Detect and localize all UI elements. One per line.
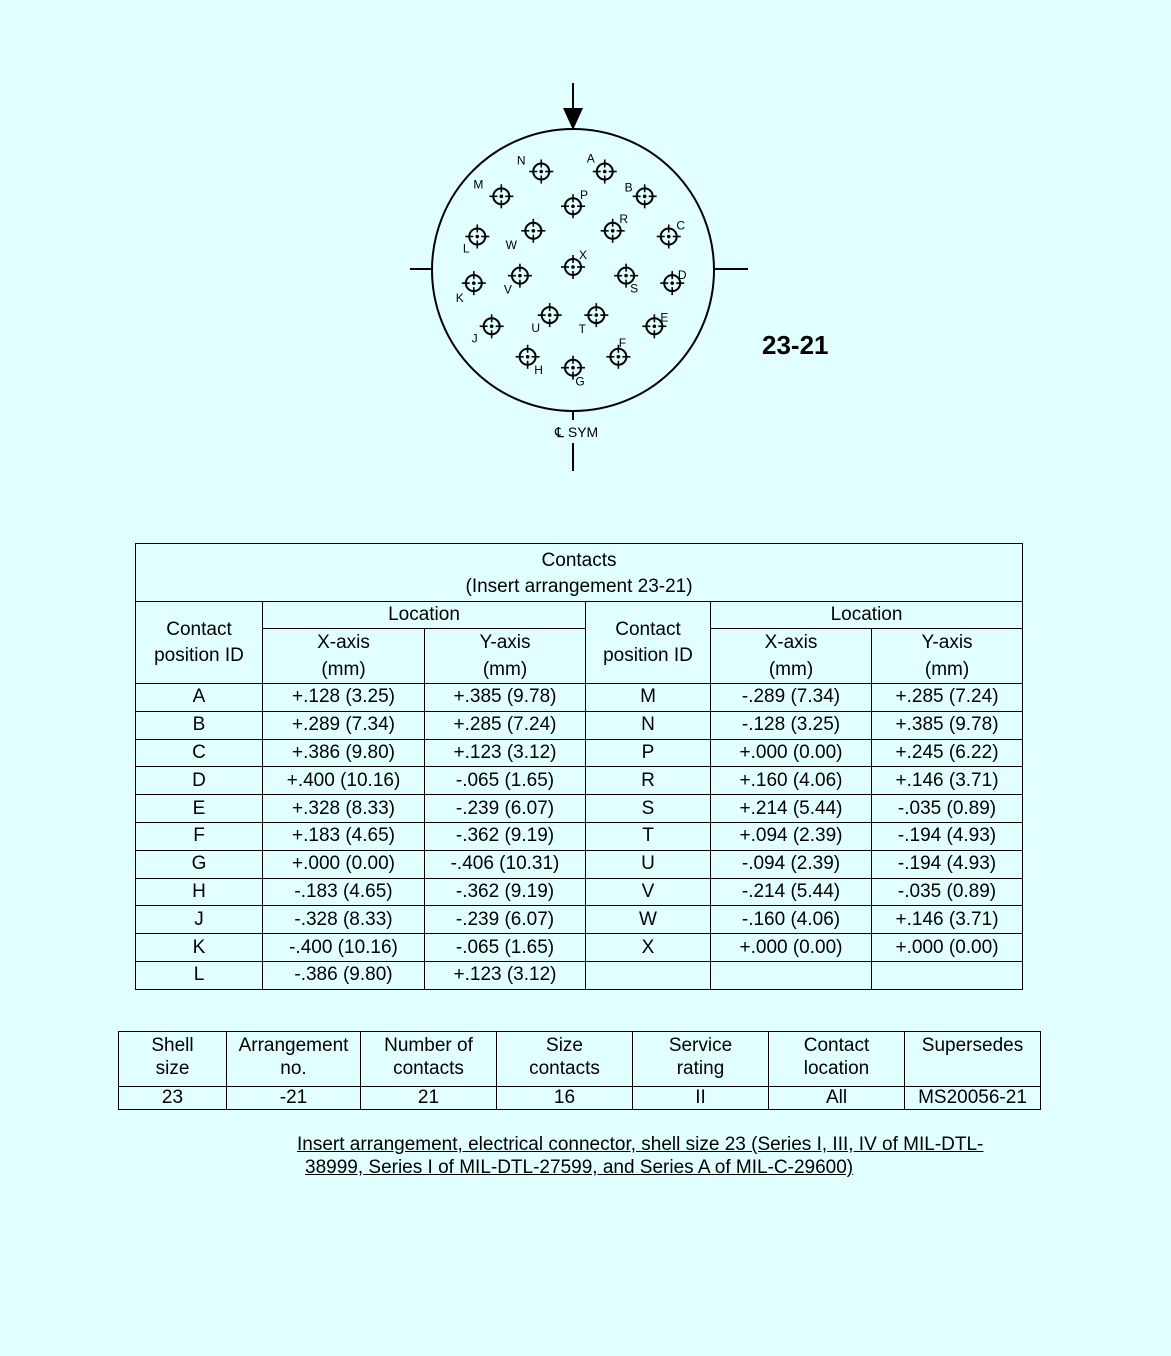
contact-id-cell: L bbox=[136, 961, 263, 989]
table-row bbox=[136, 684, 1023, 712]
contacts-table-title bbox=[136, 544, 1023, 602]
table-row bbox=[136, 878, 1023, 906]
location-header: Location bbox=[711, 602, 1023, 629]
y-value-cell: +.146 (3.71) bbox=[872, 906, 1023, 934]
contact-center-dot bbox=[643, 195, 647, 199]
contact-id-cell: R bbox=[586, 767, 711, 795]
y-value-cell: +.245 (6.22) bbox=[872, 739, 1023, 767]
contact-id-cell: J bbox=[136, 906, 263, 934]
contact-w bbox=[506, 219, 546, 252]
x-value-cell: -.386 (9.80) bbox=[263, 961, 425, 989]
contact-label: A bbox=[586, 151, 595, 166]
y-value-cell: -.239 (6.07) bbox=[425, 795, 586, 823]
y-value-cell: -.035 (0.89) bbox=[872, 795, 1023, 823]
contact-center-dot bbox=[611, 229, 615, 233]
contact-id-cell: P bbox=[586, 739, 711, 767]
contact-g bbox=[561, 356, 585, 389]
y-value-cell: +.146 (3.71) bbox=[872, 767, 1023, 795]
contacts-table-body bbox=[136, 684, 1023, 990]
contact-d bbox=[660, 268, 687, 295]
caption-line2: 38999, Series I of MIL-DTL-27599, and Series A of MIL-C-29600) bbox=[305, 1157, 854, 1178]
contact-id-cell: M bbox=[586, 684, 711, 712]
summary-header-line: Size bbox=[546, 1035, 583, 1056]
contact-b bbox=[625, 180, 657, 208]
contact-position-id-header: Contact position ID bbox=[586, 602, 711, 684]
contact-center-dot bbox=[526, 355, 530, 359]
summary-header-cell bbox=[905, 1032, 1041, 1087]
contact-label: N bbox=[516, 153, 526, 168]
contact-label: W bbox=[505, 237, 517, 252]
summary-header-line: Contact bbox=[803, 1035, 870, 1056]
summary-value-cell: II bbox=[633, 1087, 769, 1110]
y-value-cell bbox=[872, 961, 1023, 989]
table-row bbox=[136, 822, 1023, 850]
summary-value-row bbox=[119, 1087, 1041, 1110]
summary-header-line: Service bbox=[668, 1035, 733, 1056]
contact-label: C bbox=[676, 218, 686, 233]
x-axis-label: X-axis bbox=[764, 632, 818, 653]
y-value-cell: -.362 (9.19) bbox=[425, 822, 586, 850]
contacts-table bbox=[135, 543, 1023, 990]
arrangement-label: 23-21 bbox=[762, 330, 829, 360]
contact-center-dot bbox=[571, 265, 575, 269]
contact-j bbox=[472, 314, 504, 345]
contact-id-cell: T bbox=[586, 822, 711, 850]
x-value-cell: -.400 (10.16) bbox=[263, 934, 425, 962]
summary-header-line: contacts bbox=[529, 1058, 600, 1079]
y-value-cell: -.065 (1.65) bbox=[425, 767, 586, 795]
contact-e bbox=[642, 310, 668, 338]
y-value-cell: +.385 (9.78) bbox=[872, 711, 1023, 739]
x-value-cell: +.000 (0.00) bbox=[711, 739, 872, 767]
table-row bbox=[136, 795, 1023, 823]
contact-label: D bbox=[677, 268, 687, 283]
contact-id-cell: F bbox=[136, 822, 263, 850]
x-value-cell: +.328 (8.33) bbox=[263, 795, 425, 823]
x-value-cell: -.128 (3.25) bbox=[711, 711, 872, 739]
y-value-cell: +.123 (3.12) bbox=[425, 961, 586, 989]
contact-n bbox=[517, 154, 553, 184]
x-value-cell bbox=[711, 961, 872, 989]
summary-value-cell: 16 bbox=[497, 1087, 633, 1110]
x-value-cell: -.094 (2.39) bbox=[711, 850, 872, 878]
top-arrow-head bbox=[563, 108, 583, 130]
contact-label: U bbox=[531, 321, 541, 336]
contact-id-cell: E bbox=[136, 795, 263, 823]
x-value-cell: +.386 (9.80) bbox=[263, 739, 425, 767]
y-value-cell: -.035 (0.89) bbox=[872, 878, 1023, 906]
contact-v bbox=[504, 264, 532, 297]
x-value-cell: -.183 (4.65) bbox=[263, 878, 425, 906]
contact-id-cell: K bbox=[136, 934, 263, 962]
contact-center-dot bbox=[603, 170, 607, 174]
contact-center-dot bbox=[653, 324, 657, 328]
summary-value-cell: MS20056-21 bbox=[905, 1087, 1041, 1110]
contact-label: P bbox=[579, 188, 589, 203]
x-value-cell: +.400 (10.16) bbox=[263, 767, 425, 795]
table-row bbox=[136, 961, 1023, 989]
summary-header-line: Number of bbox=[384, 1035, 473, 1056]
x-value-cell: +.183 (4.65) bbox=[263, 822, 425, 850]
summary-header-line: location bbox=[803, 1058, 870, 1079]
contact-a bbox=[587, 152, 617, 184]
contact-id-cell: D bbox=[136, 767, 263, 795]
contact-id-cell: G bbox=[136, 850, 263, 878]
contact-m bbox=[473, 177, 513, 208]
x-value-cell: +.000 (0.00) bbox=[711, 934, 872, 962]
contact-center-dot bbox=[475, 235, 479, 239]
summary-header-line: no. bbox=[280, 1058, 307, 1079]
x-value-cell: +.128 (3.25) bbox=[263, 684, 425, 712]
contacts-title-line2: (Insert arrangement 23-21) bbox=[465, 575, 693, 597]
contact-label: H bbox=[534, 362, 543, 377]
summary-table bbox=[118, 1031, 1041, 1110]
contact-label: K bbox=[455, 291, 464, 306]
y-axis-label: Y-axis bbox=[921, 632, 973, 653]
contact-u bbox=[531, 303, 561, 335]
contact-f bbox=[606, 336, 630, 369]
contact-id-cell: N bbox=[586, 711, 711, 739]
contact-center-dot bbox=[571, 204, 575, 208]
contact-center-dot bbox=[617, 355, 621, 359]
y-value-cell: +.000 (0.00) bbox=[872, 934, 1023, 962]
contact-id-cell: V bbox=[586, 878, 711, 906]
x-value-cell: -.160 (4.06) bbox=[711, 906, 872, 934]
summary-header-cell bbox=[361, 1032, 497, 1087]
summary-header-row bbox=[119, 1032, 1041, 1087]
y-value-cell: +.285 (7.24) bbox=[872, 684, 1023, 712]
summary-value-cell: 21 bbox=[361, 1087, 497, 1110]
table-row bbox=[136, 934, 1023, 962]
contact-center-dot bbox=[667, 235, 671, 239]
y-axis-header bbox=[872, 629, 1023, 684]
contact-label: V bbox=[503, 282, 512, 297]
contacts-title-line1: Contacts bbox=[541, 549, 617, 571]
contact-id-cell: B bbox=[136, 711, 263, 739]
table-row bbox=[136, 739, 1023, 767]
summary-header-cell bbox=[227, 1032, 361, 1087]
contact-id-cell: U bbox=[586, 850, 711, 878]
summary-header-line: Shell bbox=[151, 1035, 194, 1056]
summary-header-line: Supersedes bbox=[921, 1035, 1024, 1056]
x-value-cell: +.000 (0.00) bbox=[263, 850, 425, 878]
table-row bbox=[136, 850, 1023, 878]
contact-id-cell: C bbox=[136, 739, 263, 767]
contact-id-cell: S bbox=[586, 795, 711, 823]
x-value-cell: -.289 (7.34) bbox=[711, 684, 872, 712]
contact-x bbox=[561, 248, 587, 279]
x-axis-header bbox=[711, 629, 872, 684]
summary-header-line: size bbox=[155, 1058, 190, 1079]
summary-header-cell bbox=[497, 1032, 633, 1087]
location-header: Location bbox=[263, 602, 586, 629]
contact-center-dot bbox=[548, 313, 552, 317]
contact-center-dot bbox=[472, 281, 476, 285]
y-value-cell: +.285 (7.24) bbox=[425, 711, 586, 739]
summary-header-cell bbox=[769, 1032, 905, 1087]
y-value-cell: -.362 (9.19) bbox=[425, 878, 586, 906]
summary-header-line: Arrangement bbox=[238, 1035, 349, 1056]
table-row bbox=[136, 906, 1023, 934]
contact-center-dot bbox=[595, 313, 599, 317]
unit-label: (mm) bbox=[924, 659, 970, 680]
contact-k bbox=[456, 271, 486, 305]
contact-label: S bbox=[630, 281, 639, 296]
insert-arrangement-diagram bbox=[0, 0, 1171, 500]
x-value-cell: -.328 (8.33) bbox=[263, 906, 425, 934]
y-value-cell: -.406 (10.31) bbox=[425, 850, 586, 878]
contact-label: E bbox=[660, 310, 669, 325]
contact-r bbox=[601, 212, 629, 243]
contact-center-dot bbox=[518, 274, 522, 278]
y-value-cell: -.194 (4.93) bbox=[872, 822, 1023, 850]
centerline-sym-label: ℄ SYM bbox=[555, 424, 599, 440]
y-value-cell: -.065 (1.65) bbox=[425, 934, 586, 962]
unit-label: (mm) bbox=[482, 659, 528, 680]
contact-label: T bbox=[578, 322, 586, 337]
table-row bbox=[136, 767, 1023, 795]
summary-header-line: rating bbox=[676, 1058, 725, 1079]
contact-label: R bbox=[619, 211, 629, 226]
contact-label: X bbox=[578, 248, 588, 262]
contact-id-cell bbox=[586, 961, 711, 989]
y-value-cell: +.123 (3.12) bbox=[425, 739, 586, 767]
contact-label: J bbox=[471, 331, 478, 346]
contact-p bbox=[561, 188, 588, 218]
contact-center-dot bbox=[624, 274, 628, 278]
contact-label: B bbox=[624, 180, 633, 195]
contact-center-dot bbox=[670, 281, 674, 285]
y-axis-label: Y-axis bbox=[479, 632, 531, 653]
contact-center-dot bbox=[490, 324, 494, 328]
contact-l bbox=[463, 224, 489, 255]
contact-id-cell: W bbox=[586, 906, 711, 934]
contact-layer bbox=[456, 152, 687, 389]
table-row bbox=[136, 711, 1023, 739]
x-axis-header bbox=[263, 629, 425, 684]
y-value-cell: -.194 (4.93) bbox=[872, 850, 1023, 878]
y-axis-header bbox=[425, 629, 586, 684]
contact-id-cell: A bbox=[136, 684, 263, 712]
x-value-cell: +.214 (5.44) bbox=[711, 795, 872, 823]
contact-s bbox=[614, 264, 638, 296]
contact-id-cell: H bbox=[136, 878, 263, 906]
summary-header-cell bbox=[633, 1032, 769, 1087]
contact-position-id-header: Contact position ID bbox=[136, 602, 263, 684]
contact-center-dot bbox=[500, 195, 504, 199]
y-value-cell: +.385 (9.78) bbox=[425, 684, 586, 712]
x-value-cell: +.160 (4.06) bbox=[711, 767, 872, 795]
contact-label: M bbox=[473, 177, 484, 192]
x-value-cell: +.094 (2.39) bbox=[711, 822, 872, 850]
contact-center-dot bbox=[571, 366, 575, 370]
figure-caption bbox=[297, 1133, 1037, 1179]
x-value-cell: +.289 (7.34) bbox=[263, 711, 425, 739]
summary-value-cell: -21 bbox=[227, 1087, 361, 1110]
contact-center-dot bbox=[532, 229, 536, 233]
unit-label: (mm) bbox=[321, 659, 366, 680]
x-value-cell: -.214 (5.44) bbox=[711, 878, 872, 906]
summary-header-line: contacts bbox=[393, 1058, 464, 1079]
x-axis-label: X-axis bbox=[317, 632, 370, 653]
contact-label: G bbox=[575, 374, 585, 389]
summary-value-cell: 23 bbox=[119, 1087, 227, 1110]
contact-id-cell: X bbox=[586, 934, 711, 962]
y-value-cell: -.239 (6.07) bbox=[425, 906, 586, 934]
contact-center-dot bbox=[539, 170, 543, 174]
contact-label: L bbox=[462, 241, 470, 256]
contact-h bbox=[516, 345, 543, 377]
summary-header-cell bbox=[119, 1032, 227, 1087]
contact-c bbox=[657, 218, 686, 248]
unit-label: (mm) bbox=[768, 659, 814, 680]
contact-t bbox=[579, 303, 609, 336]
contact-label: F bbox=[618, 335, 627, 350]
caption-line1: Insert arrangement, electrical connector, shell size 23 (Series I, III, IV of MIL-DTL- bbox=[297, 1134, 984, 1155]
summary-value-cell: All bbox=[769, 1087, 905, 1110]
